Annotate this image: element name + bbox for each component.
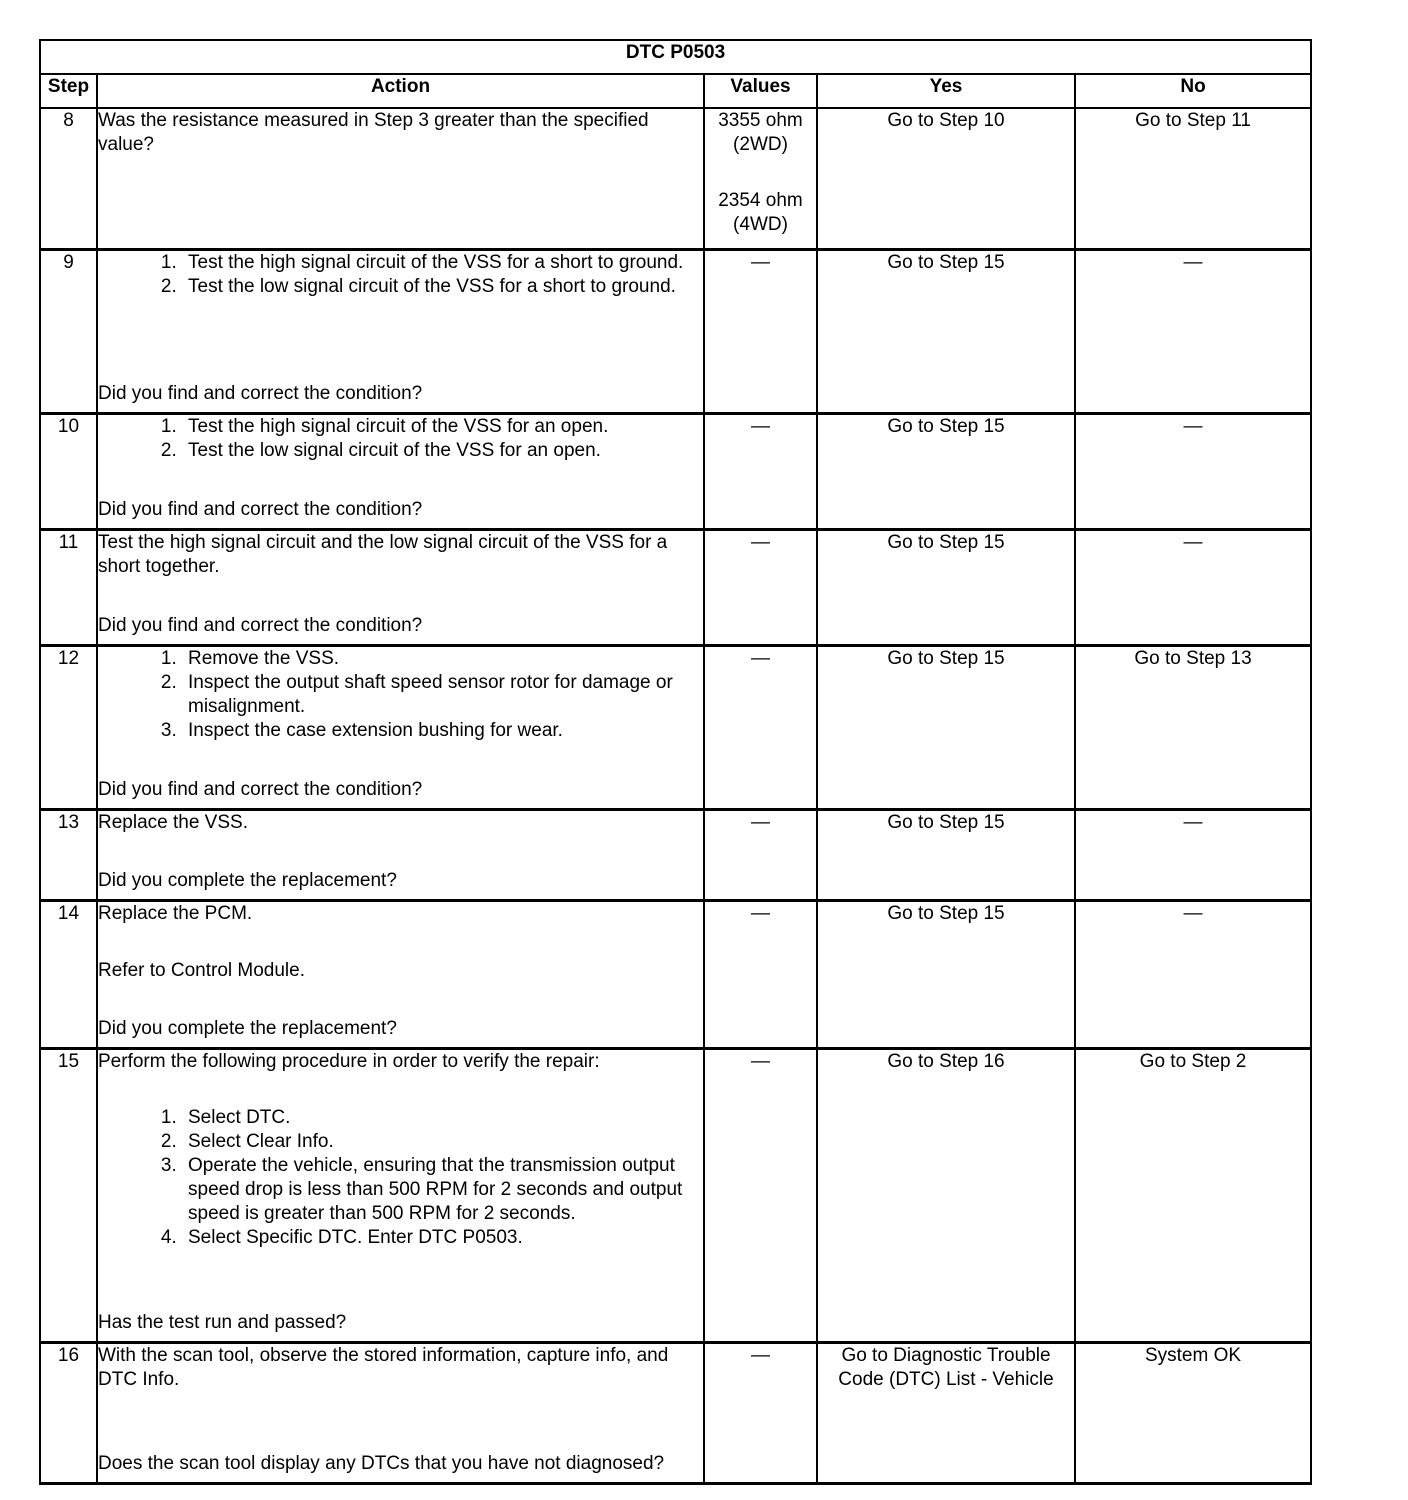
list-item: 2. Inspect the output shaft speed sensor rotor for damage or misalignment.	[182, 671, 703, 719]
action-text: Replace the PCM.	[98, 902, 253, 924]
step-number: 14	[40, 900, 97, 1048]
list-item: 2. Test the low signal circuit of the VSS for an open.	[182, 439, 703, 463]
action-text: Was the resistance measured in Step 3 greater than the specified value?	[97, 108, 704, 249]
yes-cell: Go to Step 15	[817, 413, 1075, 529]
list-item: 4. Select Specific DTC. Enter DTC P0503.	[182, 1226, 703, 1250]
no-cell: —	[1075, 900, 1311, 1048]
values-cell: —	[704, 413, 817, 529]
yes-cell: Go to Step 15	[817, 249, 1075, 413]
values-cell: —	[704, 1048, 817, 1342]
action-list	[98, 415, 703, 463]
action-reference: Refer to Control Module.	[98, 960, 305, 981]
list-item: 1. Remove the VSS.	[182, 647, 703, 671]
action-text: With the scan tool, observe the stored information, capture info, and DTC Info.	[98, 1344, 669, 1390]
step-number: 10	[40, 413, 97, 529]
no-cell: Go to Step 11	[1075, 108, 1311, 249]
table-row	[40, 1048, 1311, 1342]
no-cell: System OK	[1075, 1342, 1311, 1483]
header-values: Values	[704, 74, 817, 108]
action-question: Has the test run and passed?	[98, 1311, 347, 1333]
list-item: 1. Select DTC.	[182, 1106, 703, 1130]
header-step: Step	[40, 74, 97, 108]
action-text: Replace the VSS.	[98, 811, 248, 833]
action-question: Did you find and correct the condition?	[98, 498, 423, 520]
values-cell: —	[704, 529, 817, 645]
action-cell	[97, 645, 704, 809]
action-question: Did you complete the replacement?	[98, 1017, 397, 1039]
action-question: Does the scan tool display any DTCs that you have not diagnosed?	[98, 1452, 665, 1474]
no-cell: —	[1075, 413, 1311, 529]
action-cell	[97, 1342, 704, 1483]
action-cell	[97, 529, 704, 645]
list-item: 2. Test the low signal circuit of the VSS for a short to ground.	[182, 275, 703, 299]
list-item: 2. Select Clear Info.	[182, 1130, 703, 1154]
table-row	[40, 809, 1311, 900]
yes-cell: Go to Step 15	[817, 900, 1075, 1048]
action-list	[98, 251, 703, 299]
action-question: Did you complete the replacement?	[98, 869, 397, 891]
list-item: 1. Test the high signal circuit of the VSS for an open.	[182, 415, 703, 439]
action-cell	[97, 809, 704, 900]
action-text: Perform the following procedure in order to verify the repair:	[98, 1050, 600, 1072]
dtc-table	[39, 39, 1312, 1485]
no-cell: —	[1075, 529, 1311, 645]
action-cell	[97, 1048, 704, 1342]
no-cell: —	[1075, 249, 1311, 413]
yes-cell: Go to Step 16	[817, 1048, 1075, 1342]
yes-cell: Go to Step 15	[817, 809, 1075, 900]
no-cell: Go to Step 13	[1075, 645, 1311, 809]
step-number: 13	[40, 809, 97, 900]
step-number: 15	[40, 1048, 97, 1342]
header-yes: Yes	[817, 74, 1075, 108]
step-number: 9	[40, 249, 97, 413]
value-4wd: 2354 ohm (4WD)	[718, 190, 803, 235]
header-no: No	[1075, 74, 1311, 108]
yes-cell: Go to Step 10	[817, 108, 1075, 249]
step-number: 16	[40, 1342, 97, 1483]
table-title: DTC P0503	[40, 40, 1311, 74]
values-cell	[704, 108, 817, 249]
table-row	[40, 413, 1311, 529]
values-cell: —	[704, 645, 817, 809]
yes-cell: Go to Step 15	[817, 529, 1075, 645]
table-row	[40, 1342, 1311, 1483]
step-number: 11	[40, 529, 97, 645]
values-cell: —	[704, 809, 817, 900]
list-item: 3. Operate the vehicle, ensuring that the transmission output speed drop is less than 500 RPM for 2 seconds and output speed is greater than 500 RPM for 2 seconds.	[182, 1154, 703, 1226]
action-cell	[97, 900, 704, 1048]
no-cell: —	[1075, 809, 1311, 900]
table-row	[40, 249, 1311, 413]
action-cell	[97, 413, 704, 529]
yes-cell: Go to Step 15	[817, 645, 1075, 809]
list-item: 1. Test the high signal circuit of the VSS for a short to ground.	[182, 251, 703, 275]
list-item: 3. Inspect the case extension bushing for wear.	[182, 719, 703, 743]
values-cell: —	[704, 249, 817, 413]
values-cell: —	[704, 900, 817, 1048]
step-number: 12	[40, 645, 97, 809]
header-action: Action	[97, 74, 704, 108]
no-cell: Go to Step 2	[1075, 1048, 1311, 1342]
action-list	[98, 1106, 703, 1250]
action-cell	[97, 249, 704, 413]
action-question: Did you find and correct the condition?	[98, 614, 423, 636]
table-row	[40, 900, 1311, 1048]
table-row	[40, 108, 1311, 249]
table-row	[40, 645, 1311, 809]
action-list	[98, 647, 703, 743]
table-row	[40, 529, 1311, 645]
action-text: Test the high signal circuit and the low signal circuit of the VSS for a short together.	[98, 531, 668, 577]
action-question: Did you find and correct the condition?	[98, 382, 423, 404]
values-cell: —	[704, 1342, 817, 1483]
yes-cell: Go to Diagnostic Trouble Code (DTC) List - Vehicle	[817, 1342, 1075, 1483]
value-2wd: 3355 ohm (2WD)	[718, 110, 803, 155]
step-number: 8	[40, 108, 97, 249]
action-question: Did you find and correct the condition?	[98, 778, 423, 800]
